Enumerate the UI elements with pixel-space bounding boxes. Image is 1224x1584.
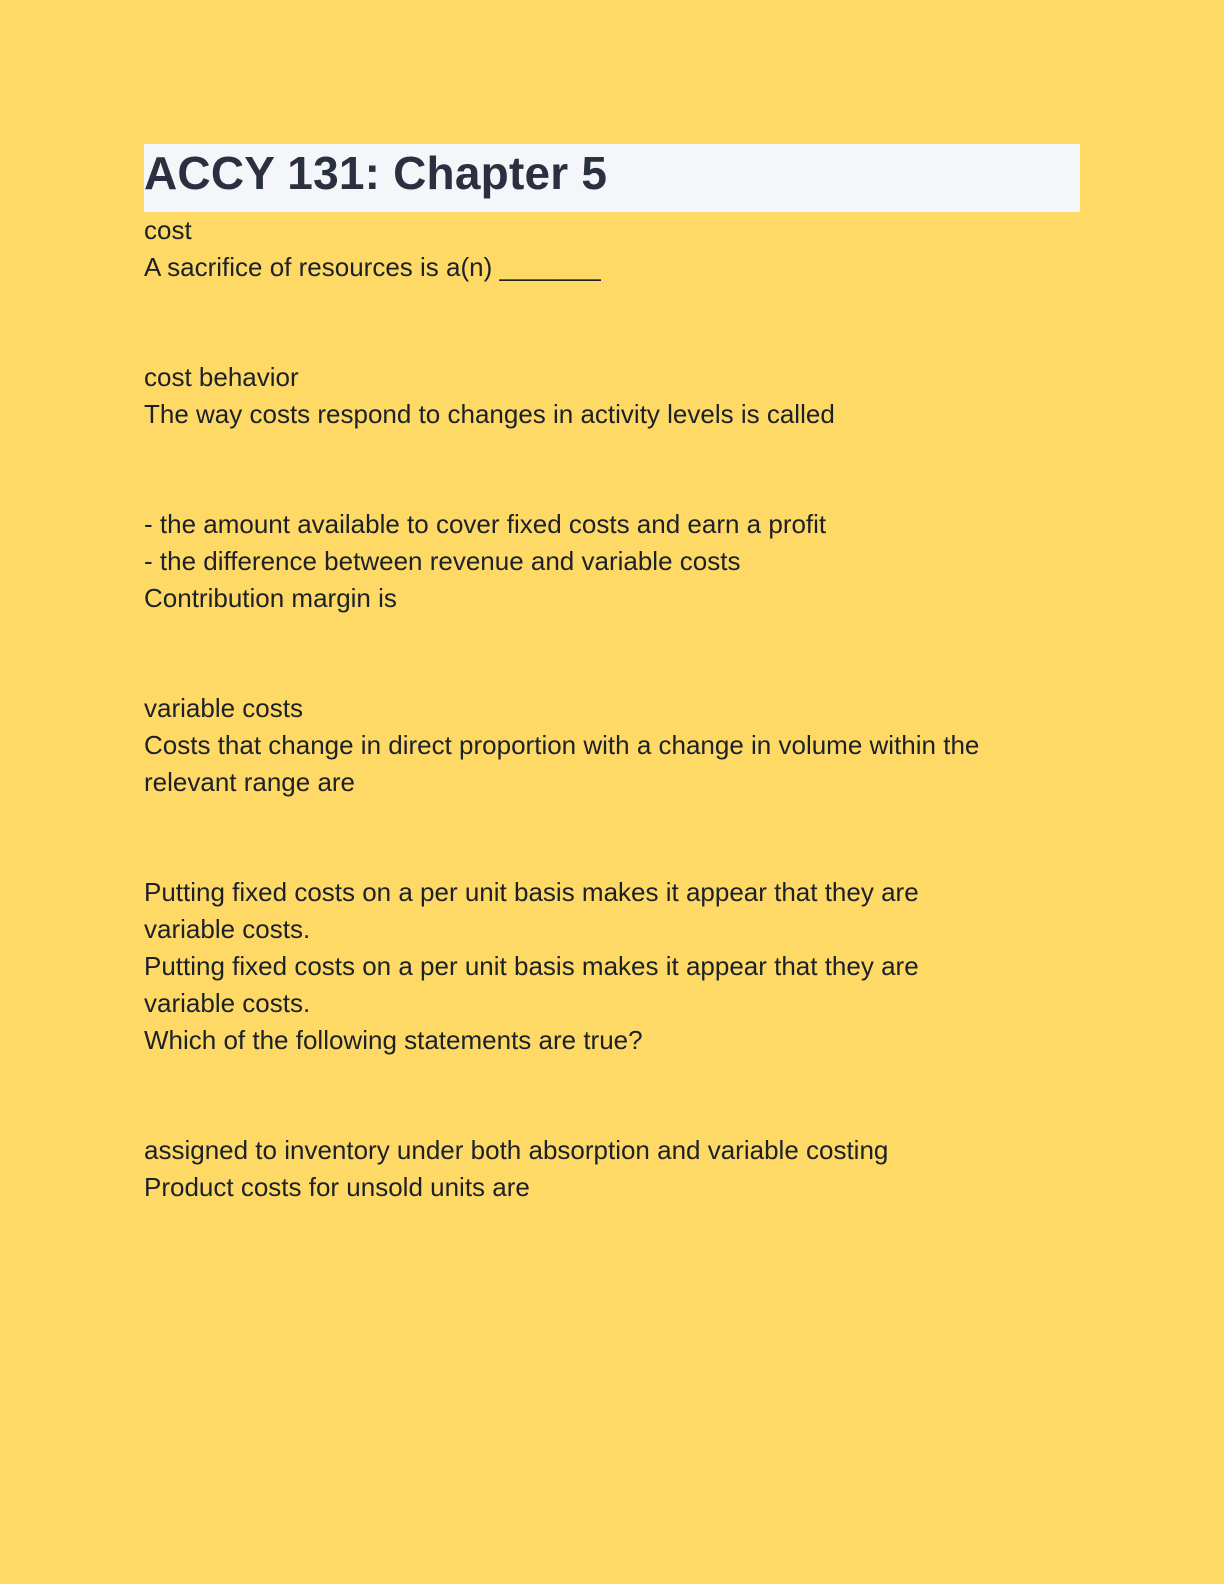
card-definition: Contribution margin is [144,583,397,613]
card-term: variable costs. [144,988,311,1018]
card-term: assigned to inventory under both absorption and variable costing [144,1135,889,1165]
card-term: Putting fixed costs on a per unit basis makes it appear that they are [144,951,919,981]
card-definition: Product costs for unsold units are [144,1172,530,1202]
flashcard-1 [144,212,1080,286]
card-definition: relevant range are [144,767,356,797]
card-term: - the difference between revenue and variable costs [144,546,741,576]
document-page [144,144,1080,1206]
card-definition: A sacrifice of resources is a(n) _______ [144,252,601,282]
flashcard-6 [144,1132,1080,1206]
card-term: cost behavior [144,362,299,392]
flashcard-2 [144,359,1080,433]
card-term: cost [144,215,192,245]
card-definition: Costs that change in direct proportion with a change in volume within the [144,730,980,760]
card-term: Putting fixed costs on a per unit basis makes it appear that they are [144,877,919,907]
flashcard-4 [144,690,1080,801]
card-definition: The way costs respond to changes in activity levels is called [144,399,835,429]
card-definition: Which of the following statements are true? [144,1025,643,1055]
title-banner [144,144,1080,212]
flashcard-3 [144,506,1080,617]
flashcard-5 [144,874,1080,1059]
document-title: ACCY 131: Chapter 5 [144,147,608,199]
card-term: - the amount available to cover fixed costs and earn a profit [144,509,827,539]
card-term: variable costs [144,693,303,723]
card-term: variable costs. [144,914,311,944]
